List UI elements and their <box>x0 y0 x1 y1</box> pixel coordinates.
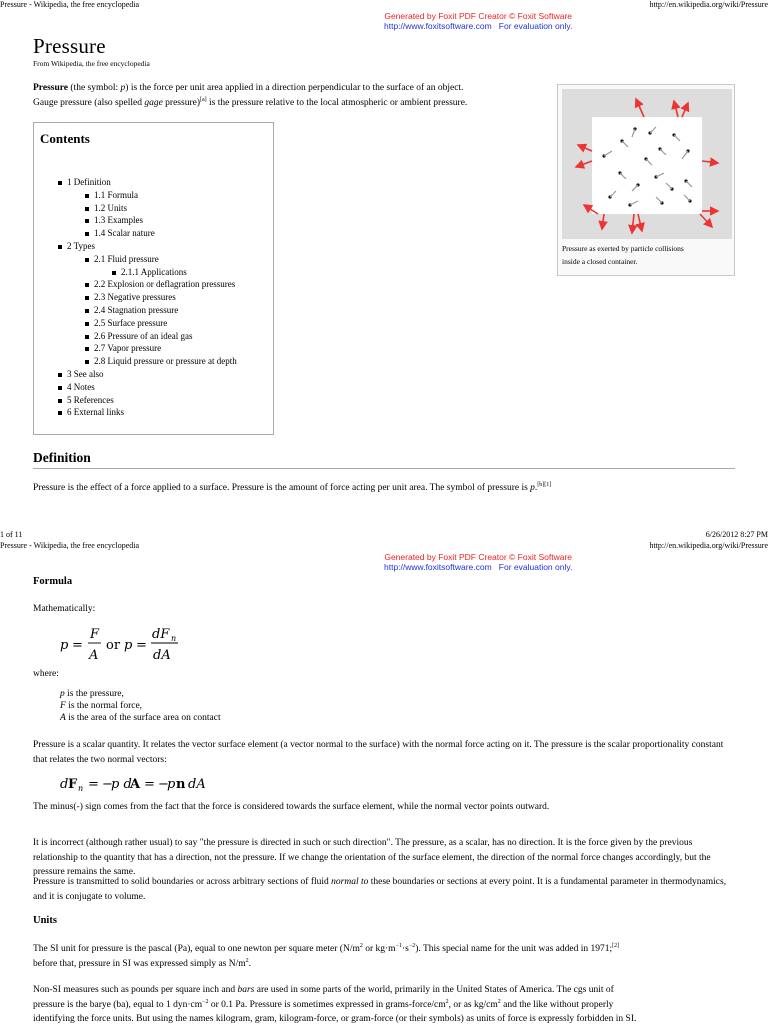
var-p: p <box>60 689 65 699</box>
toc-item-2-4[interactable]: 2.4 Stagnation pressure <box>94 304 237 317</box>
heading-definition: Definition <box>33 450 91 465</box>
nonsi-text-3: pressure is the barye (ba), equal to 1 dyn·cm <box>33 999 203 1010</box>
svg-text:n: n <box>171 634 177 643</box>
pressure-formula <box>58 622 188 664</box>
svg-text:dA: dA <box>153 648 171 663</box>
si-sup-4: 2 <box>245 957 249 964</box>
table-of-contents <box>33 122 274 435</box>
figure-thumbnail <box>557 84 735 276</box>
foxit-banner-1 <box>384 11 572 31</box>
si-text-3: ·s <box>401 944 409 954</box>
page1-footer-left: 1 of 11 <box>0 530 23 539</box>
svg-text:F: F <box>90 627 100 642</box>
svg-text:=: = <box>88 777 99 792</box>
nonsi-text-5: , or as kg/cm <box>448 999 498 1010</box>
foxit-url-line <box>384 21 572 31</box>
svg-text:n: n <box>78 784 84 793</box>
foxit-eval: For evaluation only. <box>498 21 573 31</box>
intro-text-2: ) is the force per unit area applied in a direction perpendicular to the surface of an object. <box>125 83 464 93</box>
svg-text:p: p <box>124 638 133 653</box>
nonsi-text-7: identifying the force units. But using the names kilogram, gram, kilogram-force, or gram-force (or their symbols) as units of force is expressly forbidden in SI. <box>33 1014 637 1024</box>
svg-text:p: p <box>167 777 176 792</box>
scalar-paragraph: Pressure is a scalar quantity. It relates the vector surface element (a vector normal to the surface) with the normal force acting on it. The pressure is the scalar proportionality constant that relates the two normal vectors: <box>33 740 724 765</box>
nonsi-sup-1: −2 <box>202 998 209 1005</box>
intro-symbol: p <box>120 83 126 93</box>
definition-refs[interactable]: [b][1] <box>537 481 552 488</box>
si-text-5: before that, pressure in SI was expressed simply as N/m <box>33 958 246 969</box>
si-text-2: or kg·m <box>362 944 396 954</box>
toc-item-6[interactable]: 6 External links <box>67 406 237 419</box>
toc-title: Contents <box>40 131 90 146</box>
page-title: Pressure <box>33 34 106 58</box>
transmitted-text-2: these boundaries or sections at every point. It is a fundamental parameter in thermodynamics, and it is conjugate to volume. <box>33 877 727 902</box>
toc-item-2[interactable]: 2 Types <box>67 240 237 253</box>
toc-item-2-5[interactable]: 2.5 Surface pressure <box>94 317 237 330</box>
svg-text:d: d <box>60 777 69 792</box>
svg-text:=: = <box>144 777 155 792</box>
non-si-paragraph <box>33 983 735 1024</box>
page1-footer-right: 6/26/2012 8:27 PM <box>705 530 768 539</box>
variable-definitions <box>60 688 221 724</box>
toc-item-2-8[interactable]: 2.8 Liquid pressure or pressure at depth <box>94 356 237 367</box>
heading-formula: Formula <box>33 576 73 587</box>
toc-item-1-3[interactable]: 1.3 Examples <box>94 214 237 227</box>
mathematically-text: Mathematically: <box>33 604 96 614</box>
particle-collision-image[interactable] <box>562 89 732 239</box>
figure-caption-line-2: inside a closed container. <box>562 256 638 266</box>
svg-text:A: A <box>130 777 141 792</box>
def-p: is the pressure, <box>64 689 124 699</box>
where-text: where: <box>33 669 59 679</box>
foxit-banner-2 <box>384 552 572 572</box>
toc-item-1-2[interactable]: 1.2 Units <box>94 202 237 215</box>
foxit-link[interactable]: http://www.foxitsoftware.com <box>384 21 492 31</box>
intro-text: (the symbol: <box>68 83 121 93</box>
svg-text:dA: dA <box>188 777 206 792</box>
toc-item-2-3[interactable]: 2.3 Negative pressures <box>94 291 237 304</box>
svg-text:p: p <box>60 638 69 653</box>
svg-text:or: or <box>106 638 121 653</box>
svg-text:p d: p d <box>111 777 132 792</box>
si-text-1: The SI unit for pressure is the pascal (Pa), equal to one newton per square meter (N/m <box>33 944 360 954</box>
nonsi-sup-2: 2 <box>445 998 449 1005</box>
toc-item-1-4[interactable]: 1.4 Scalar nature <box>94 227 237 240</box>
intro-text-3: Gauge pressure (also spelled <box>33 97 145 108</box>
nonsi-bars: bars <box>237 985 255 995</box>
si-ref[interactable]: [2] <box>612 942 620 949</box>
svg-text:=: = <box>72 638 83 653</box>
intro-paragraph <box>33 81 553 110</box>
toc-item-4[interactable]: 4 Notes <box>67 381 237 394</box>
svg-text:n: n <box>176 777 186 792</box>
var-f: F <box>60 701 66 711</box>
nonsi-text-2: are used in some parts of the world, primarily in the United States of America. The cgs unit of <box>254 985 614 995</box>
toc-list <box>67 176 237 419</box>
toc-item-2-6[interactable]: 2.6 Pressure of an ideal gas <box>94 330 237 343</box>
foxit-url-line-2 <box>384 562 572 572</box>
heading-units: Units <box>33 915 57 926</box>
page2-header-left: Pressure - Wikipedia, the free encyclopedia <box>0 541 140 550</box>
svg-text:F: F <box>68 777 78 792</box>
var-a: A <box>60 713 66 723</box>
container-box <box>592 117 702 214</box>
def-a: is the area of the surface area on contact <box>65 713 221 723</box>
definition-paragraph <box>33 481 551 496</box>
nonsi-text-4: or 0.1 Pa. Pressure is sometimes expressed in grams-force/cm <box>208 999 446 1010</box>
transmitted-paragraph <box>33 875 735 904</box>
page2-header-url: http://en.wikipedia.org/wiki/Pressure <box>649 541 768 550</box>
si-sup-3: −2 <box>408 942 416 949</box>
vector-formula <box>58 772 218 794</box>
foxit-eval-2: For evaluation only. <box>498 562 573 572</box>
nonsi-sup-3: 2 <box>497 998 501 1005</box>
intro-text-5: is the pressure relative to the local atmospheric or ambient pressure. <box>206 97 468 108</box>
minus-sign-paragraph: The minus(-) sign comes from the fact that the force is considered towards the surface element, while the normal vector points outward. <box>33 802 550 812</box>
figure-caption <box>562 243 734 268</box>
foxit-generated-line: Generated by Foxit PDF Creator © Foxit Software <box>384 11 573 21</box>
intro-bold-term: Pressure <box>33 83 69 93</box>
page-subtitle: From Wikipedia, the free encyclopedia <box>33 59 150 68</box>
toc-item-2-2[interactable]: 2.2 Explosion or deflagration pressures <box>94 279 236 290</box>
ref-a[interactable]: [a] <box>200 96 207 103</box>
particle-diagram <box>562 89 732 239</box>
figure-caption-line-1: Pressure as exerted by particle collisions <box>562 244 684 253</box>
definition-text: Pressure is the effect of a force applied to a surface. Pressure is the amount of force acting per unit area. The symbol of pressure is <box>33 483 531 493</box>
toc-item-5[interactable]: 5 References <box>67 394 237 407</box>
svg-text:−: − <box>158 777 169 792</box>
heading-divider <box>33 468 735 469</box>
si-text-4: ). This special name for the unit was added in 1971; <box>415 944 613 954</box>
nonsi-text-6: and the like without properly <box>500 999 614 1010</box>
incorrect-direction-paragraph: It is incorrect (although rather usual) to say "the pressure is directed in such or such direction". The pressure, as a scalar, has no direction. It is the force given by the previous relationship to the quantity that has a direction, not the pressure. If we change the orientation of the surface element, the direction of the normal force changes accordingly, but the pressure remains the same. <box>33 838 711 877</box>
foxit-generated-line-2: Generated by Foxit PDF Creator © Foxit Software <box>384 552 573 562</box>
definition-period: . <box>534 483 538 493</box>
transmitted-text: Pressure is transmitted to solid boundaries or across arbitrary sections of fluid <box>33 877 332 887</box>
page1-header-left: Pressure - Wikipedia, the free encyclopedia <box>0 0 140 9</box>
toc-item-1-1[interactable]: 1.1 Formula <box>94 189 237 202</box>
svg-text:dF: dF <box>152 627 170 642</box>
svg-text:=: = <box>136 638 147 653</box>
definition-symbol: p <box>530 483 535 493</box>
svg-text:−: − <box>102 777 113 792</box>
toc-item-2-1[interactable]: 2.1 Fluid pressure <box>94 253 237 266</box>
toc-item-3[interactable]: 3 See also <box>67 368 237 381</box>
toc-item-1[interactable]: 1 Definition <box>67 176 237 189</box>
transmitted-italic: normal to <box>331 877 369 887</box>
si-sup-2: −1 <box>395 942 402 949</box>
intro-text-4: pressure) <box>162 97 200 108</box>
intro-gage: gage <box>144 97 163 108</box>
toc-item-2-7[interactable]: 2.7 Vapor pressure <box>94 342 237 355</box>
si-text-6: . <box>248 958 252 969</box>
foxit-link-2[interactable]: http://www.foxitsoftware.com <box>384 562 492 572</box>
si-unit-paragraph <box>33 942 735 971</box>
nonsi-text-1: Non-SI measures such as pounds per square inch and <box>33 985 238 995</box>
def-f: is the normal force, <box>65 701 143 711</box>
si-sup-1: 2 <box>359 942 363 949</box>
toc-item-2-1-1[interactable]: 2.1.1 Applications <box>121 266 237 279</box>
page1-header-url: http://en.wikipedia.org/wiki/Pressure <box>649 0 768 9</box>
svg-text:A: A <box>89 648 99 663</box>
